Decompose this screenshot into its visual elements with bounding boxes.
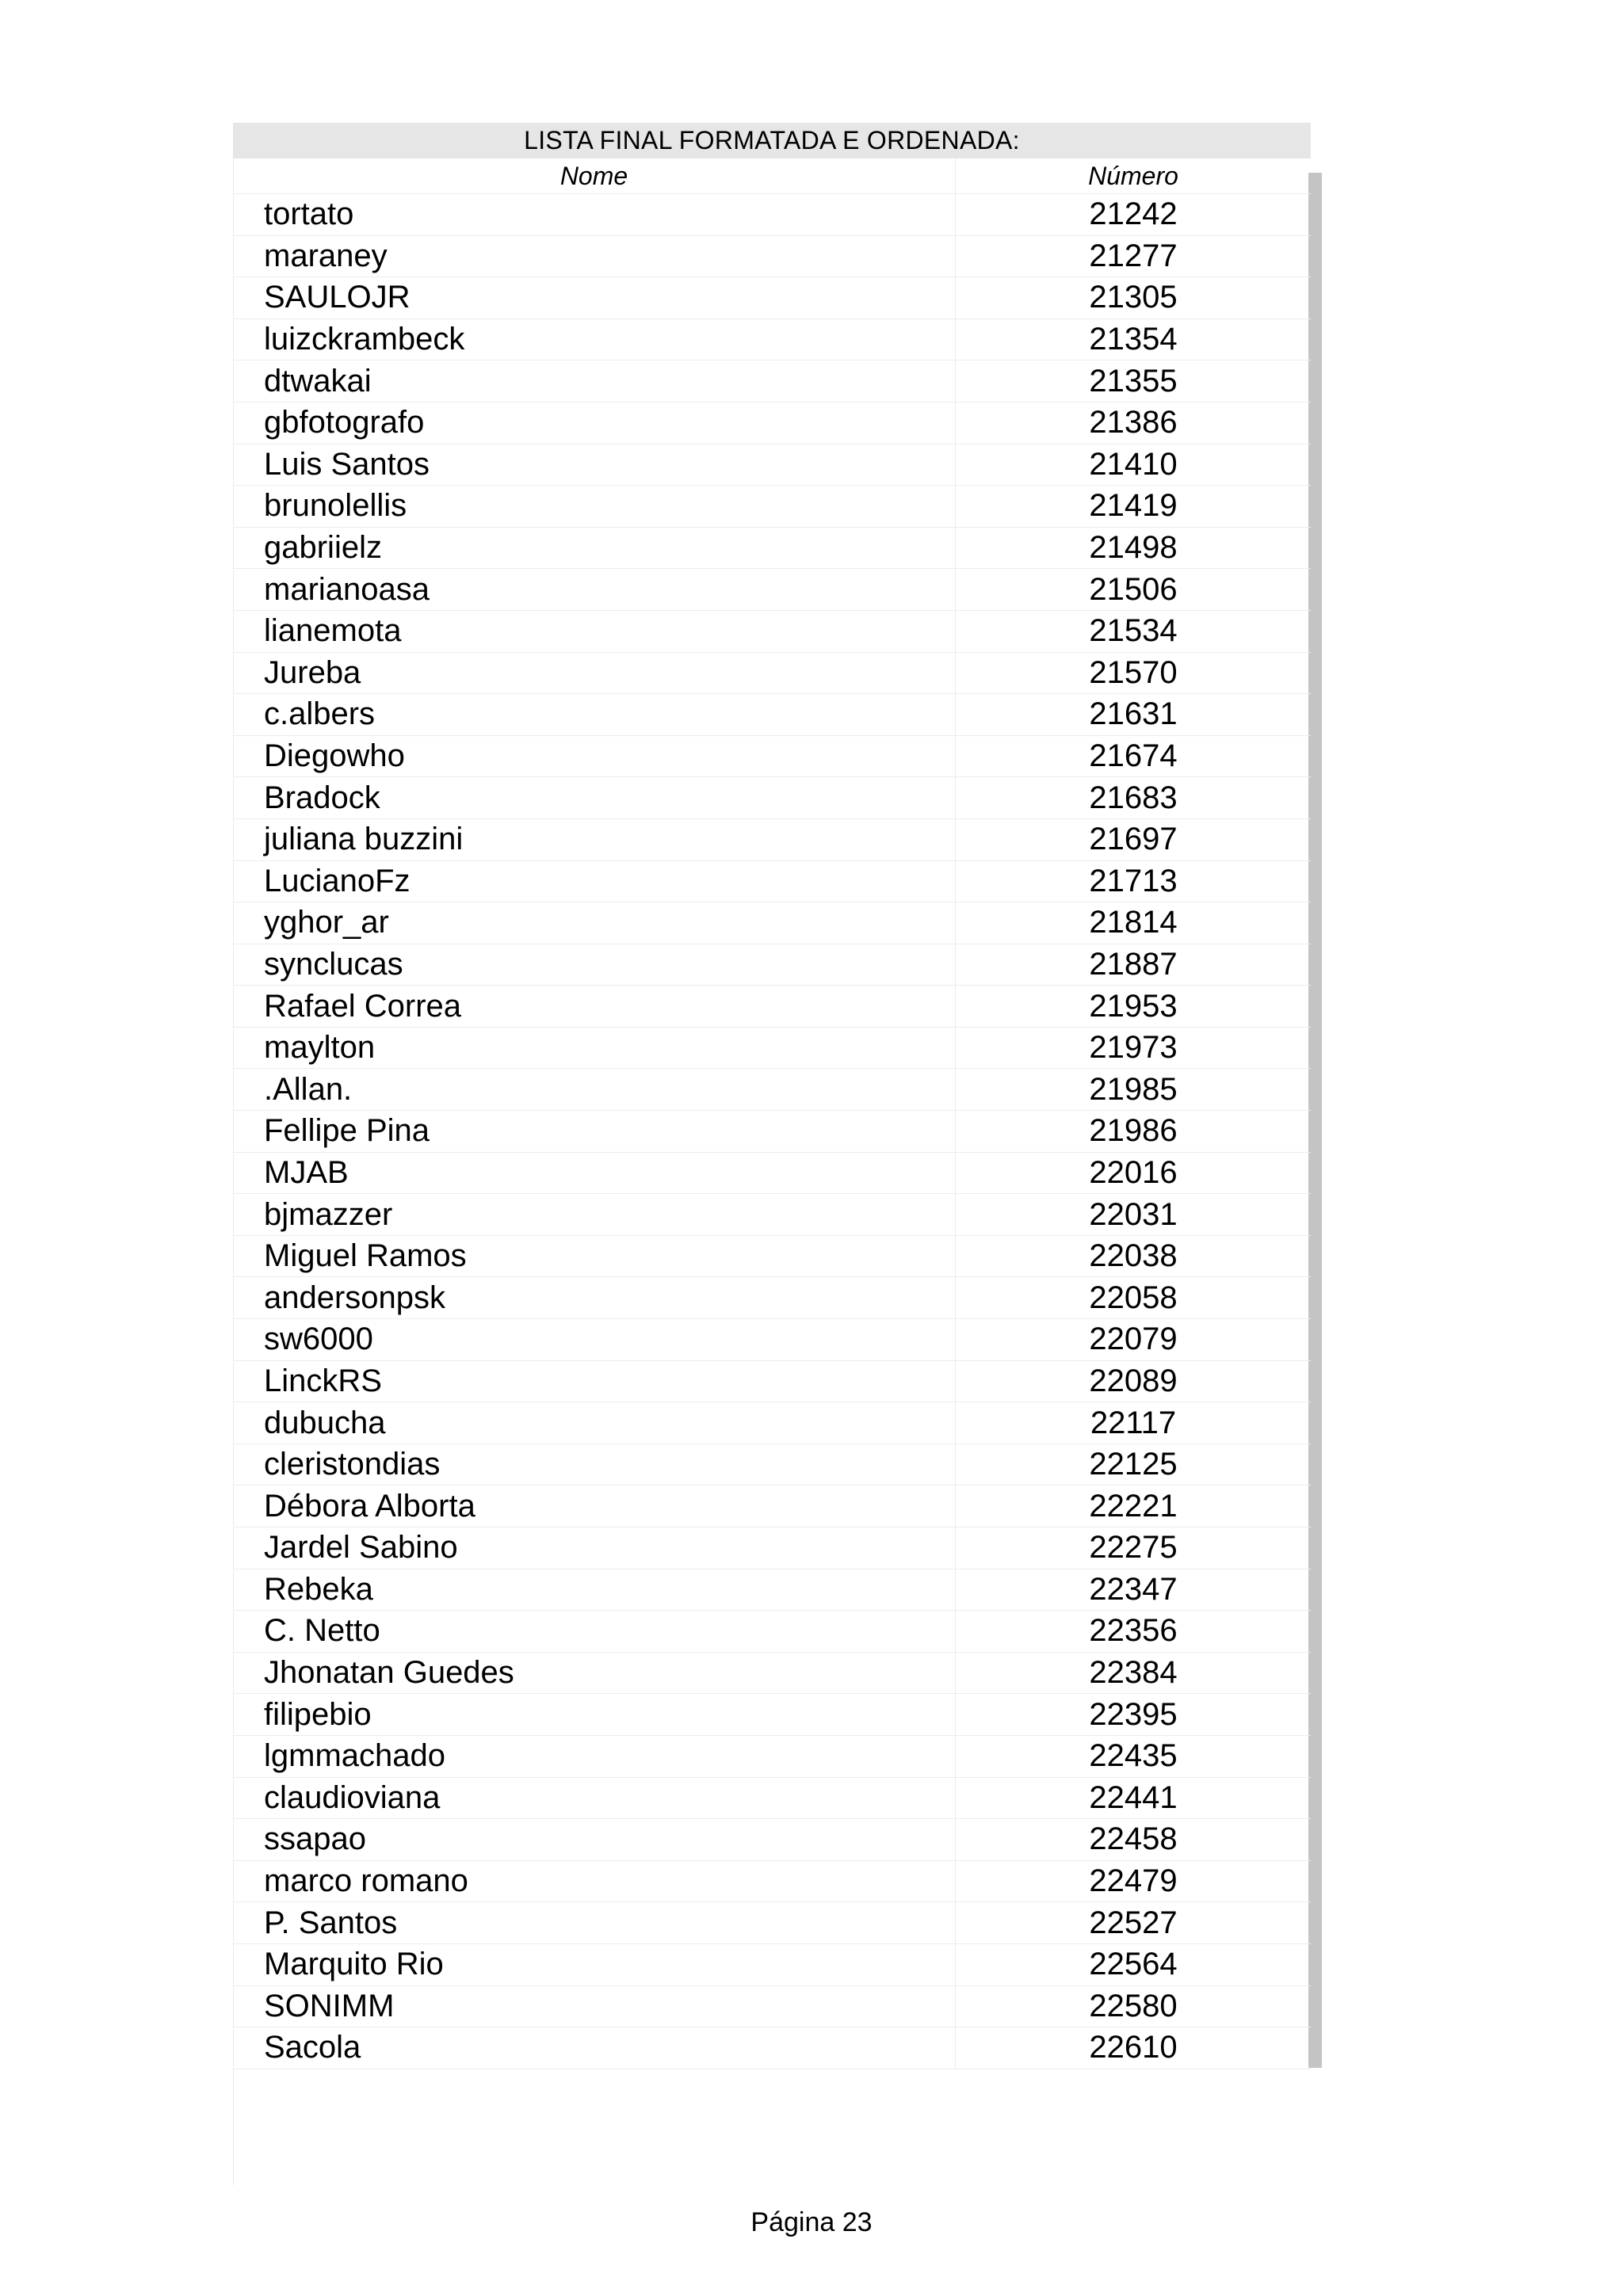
cell-name: cleristondias — [233, 1444, 956, 1486]
cell-name: Miguel Ramos — [233, 1236, 956, 1277]
table-row — [233, 1361, 1311, 1403]
cell-number: 21713 — [1089, 863, 1178, 898]
table-row — [233, 819, 1311, 861]
cell-number: 21534 — [1089, 613, 1178, 649]
cell-name: SAULOJR — [233, 277, 956, 318]
cell-number: 21674 — [1089, 738, 1178, 774]
table-row — [233, 736, 1311, 778]
table-row — [233, 1444, 1311, 1486]
cell-number: 22221 — [1089, 1488, 1178, 1524]
table-row — [233, 1153, 1311, 1195]
table-row — [233, 277, 1311, 319]
table-row — [233, 1944, 1311, 1986]
cell-name: synclucas — [233, 944, 956, 986]
table-row — [233, 1736, 1311, 1778]
cell-number: 22016 — [1089, 1154, 1178, 1190]
table-row — [233, 1902, 1311, 1944]
cell-name: SONIMM — [233, 1986, 956, 2027]
cell-name: Jureba — [233, 653, 956, 694]
table-row — [233, 861, 1311, 903]
cell-name: C. Netto — [233, 1611, 956, 1652]
table-row — [233, 2027, 1311, 2069]
cell-number: 21631 — [1089, 696, 1178, 732]
cell-name: ssapao — [233, 1819, 956, 1860]
cell-number: 22458 — [1089, 1821, 1178, 1857]
cell-number: 21277 — [1089, 238, 1178, 273]
cell-name: Sacola — [233, 2027, 956, 2069]
cell-name: bjmazzer — [233, 1194, 956, 1235]
cell-number: 21305 — [1089, 280, 1178, 315]
cell-number: 22441 — [1089, 1779, 1178, 1815]
table-row — [233, 777, 1311, 819]
cell-name: LinckRS — [233, 1361, 956, 1402]
cell-name: Jardel Sabino — [233, 1527, 956, 1569]
cell-name: Débora Alborta — [233, 1486, 956, 1527]
table-row — [233, 1778, 1311, 1820]
table-row — [233, 1277, 1311, 1319]
table-row — [233, 1236, 1311, 1278]
cell-name: marco romano — [233, 1861, 956, 1902]
cell-number: 22038 — [1089, 1238, 1178, 1274]
cell-number: 22058 — [1089, 1280, 1178, 1315]
cell-number: 21506 — [1089, 571, 1178, 607]
table-row — [233, 1402, 1311, 1444]
cell-number: 22356 — [1089, 1613, 1178, 1649]
cell-name: Jhonatan Guedes — [233, 1653, 956, 1694]
cell-name: luizckrambeck — [233, 319, 956, 360]
cell-number: 21683 — [1089, 780, 1178, 815]
table-row — [233, 694, 1311, 736]
table-row — [233, 1486, 1311, 1527]
cell-number: 21498 — [1089, 530, 1178, 566]
table-row — [233, 1111, 1311, 1153]
cell-number: 22089 — [1089, 1363, 1178, 1398]
cell-name: Fellipe Pina — [233, 1111, 956, 1152]
cell-name: yghor_ar — [233, 902, 956, 944]
cell-name: P. Santos — [233, 1902, 956, 1943]
table-row — [233, 1861, 1311, 1903]
column-header-name: Nome — [233, 158, 956, 193]
cell-name: claudioviana — [233, 1778, 956, 1819]
table-row — [233, 653, 1311, 695]
cell-number: 21354 — [1089, 322, 1178, 357]
table-row — [233, 194, 1311, 236]
table-row — [233, 402, 1311, 444]
cell-number: 21697 — [1089, 822, 1178, 857]
cell-name: c.albers — [233, 694, 956, 735]
page-number: Página 23 — [750, 2207, 873, 2237]
cell-number: 21386 — [1089, 405, 1178, 441]
table-row — [233, 944, 1311, 986]
cell-name: Bradock — [233, 777, 956, 818]
cell-name: maraney — [233, 236, 956, 277]
table-row — [233, 1028, 1311, 1070]
table-row — [233, 1653, 1311, 1695]
cell-name: lgmmachado — [233, 1736, 956, 1777]
cell-number: 22384 — [1089, 1655, 1178, 1691]
table-row — [233, 902, 1311, 944]
table-row — [233, 1569, 1311, 1611]
cell-name: marianoasa — [233, 569, 956, 610]
cell-name: Rafael Correa — [233, 986, 956, 1027]
table-row — [233, 1194, 1311, 1236]
cell-number: 21953 — [1089, 988, 1178, 1024]
table-row — [233, 360, 1311, 402]
cell-name: brunolellis — [233, 486, 956, 527]
cell-number: 22395 — [1089, 1696, 1178, 1732]
cell-number: 21887 — [1089, 946, 1178, 982]
cell-number: 22580 — [1089, 1988, 1178, 2023]
table-row — [233, 1819, 1311, 1861]
cell-number: 21814 — [1089, 905, 1178, 940]
table-row — [233, 1694, 1311, 1736]
cell-number: 21419 — [1089, 488, 1178, 524]
cell-name: andersonpsk — [233, 1277, 956, 1318]
table-row — [233, 1986, 1311, 2028]
cell-name: dubucha — [233, 1402, 956, 1444]
table-body — [233, 194, 1311, 2069]
table-row — [233, 528, 1311, 570]
table-row — [233, 1069, 1311, 1111]
cell-name: lianemota — [233, 611, 956, 652]
cell-name: Luis Santos — [233, 444, 956, 486]
table-row — [233, 236, 1311, 278]
cell-number: 21985 — [1089, 1071, 1178, 1107]
cell-name: Marquito Rio — [233, 1944, 956, 1985]
cell-name: MJAB — [233, 1153, 956, 1194]
table-row — [233, 319, 1311, 361]
table-row — [233, 486, 1311, 528]
table-row — [233, 611, 1311, 653]
cell-name: dtwakai — [233, 360, 956, 402]
table-row — [233, 1527, 1311, 1569]
cell-name: sw6000 — [233, 1319, 956, 1360]
cell-name: Diegowho — [233, 736, 956, 777]
table-title: LISTA FINAL FORMATADA E ORDENADA: — [233, 123, 1311, 158]
cell-number: 21570 — [1089, 654, 1178, 690]
cell-name: juliana buzzini — [233, 819, 956, 860]
cell-name: LucianoFz — [233, 861, 956, 902]
cell-name: gbfotografo — [233, 402, 956, 444]
cell-number: 22479 — [1089, 1863, 1178, 1899]
cell-number: 21973 — [1089, 1030, 1178, 1066]
cell-number: 22031 — [1089, 1196, 1178, 1232]
table-row — [233, 569, 1311, 611]
table-row — [233, 444, 1311, 486]
cell-name: filipebio — [233, 1694, 956, 1735]
cell-number: 22079 — [1089, 1322, 1178, 1357]
cell-number: 22435 — [1089, 1738, 1178, 1774]
column-header-number: Número — [1088, 161, 1178, 190]
cell-name: Rebeka — [233, 1569, 956, 1611]
cell-number: 22527 — [1089, 1905, 1178, 1940]
cell-number: 21242 — [1089, 196, 1178, 232]
cell-name: gabriielz — [233, 528, 956, 569]
cell-number: 22347 — [1089, 1571, 1178, 1607]
cell-name: maylton — [233, 1028, 956, 1069]
table-row — [233, 1611, 1311, 1653]
cell-name: .Allan. — [233, 1069, 956, 1110]
cell-number: 22117 — [1090, 1405, 1177, 1440]
cell-number: 22564 — [1089, 1947, 1178, 1982]
cell-number: 21410 — [1089, 446, 1178, 482]
table-row — [233, 1319, 1311, 1361]
cell-number: 21355 — [1089, 363, 1178, 399]
table-header — [233, 158, 1311, 194]
cell-number: 21986 — [1089, 1113, 1178, 1149]
cell-number: 22275 — [1089, 1530, 1178, 1566]
cell-number: 22125 — [1089, 1447, 1178, 1482]
cell-name: tortato — [233, 194, 956, 235]
table-row — [233, 986, 1311, 1028]
cell-number: 22610 — [1089, 2030, 1178, 2065]
